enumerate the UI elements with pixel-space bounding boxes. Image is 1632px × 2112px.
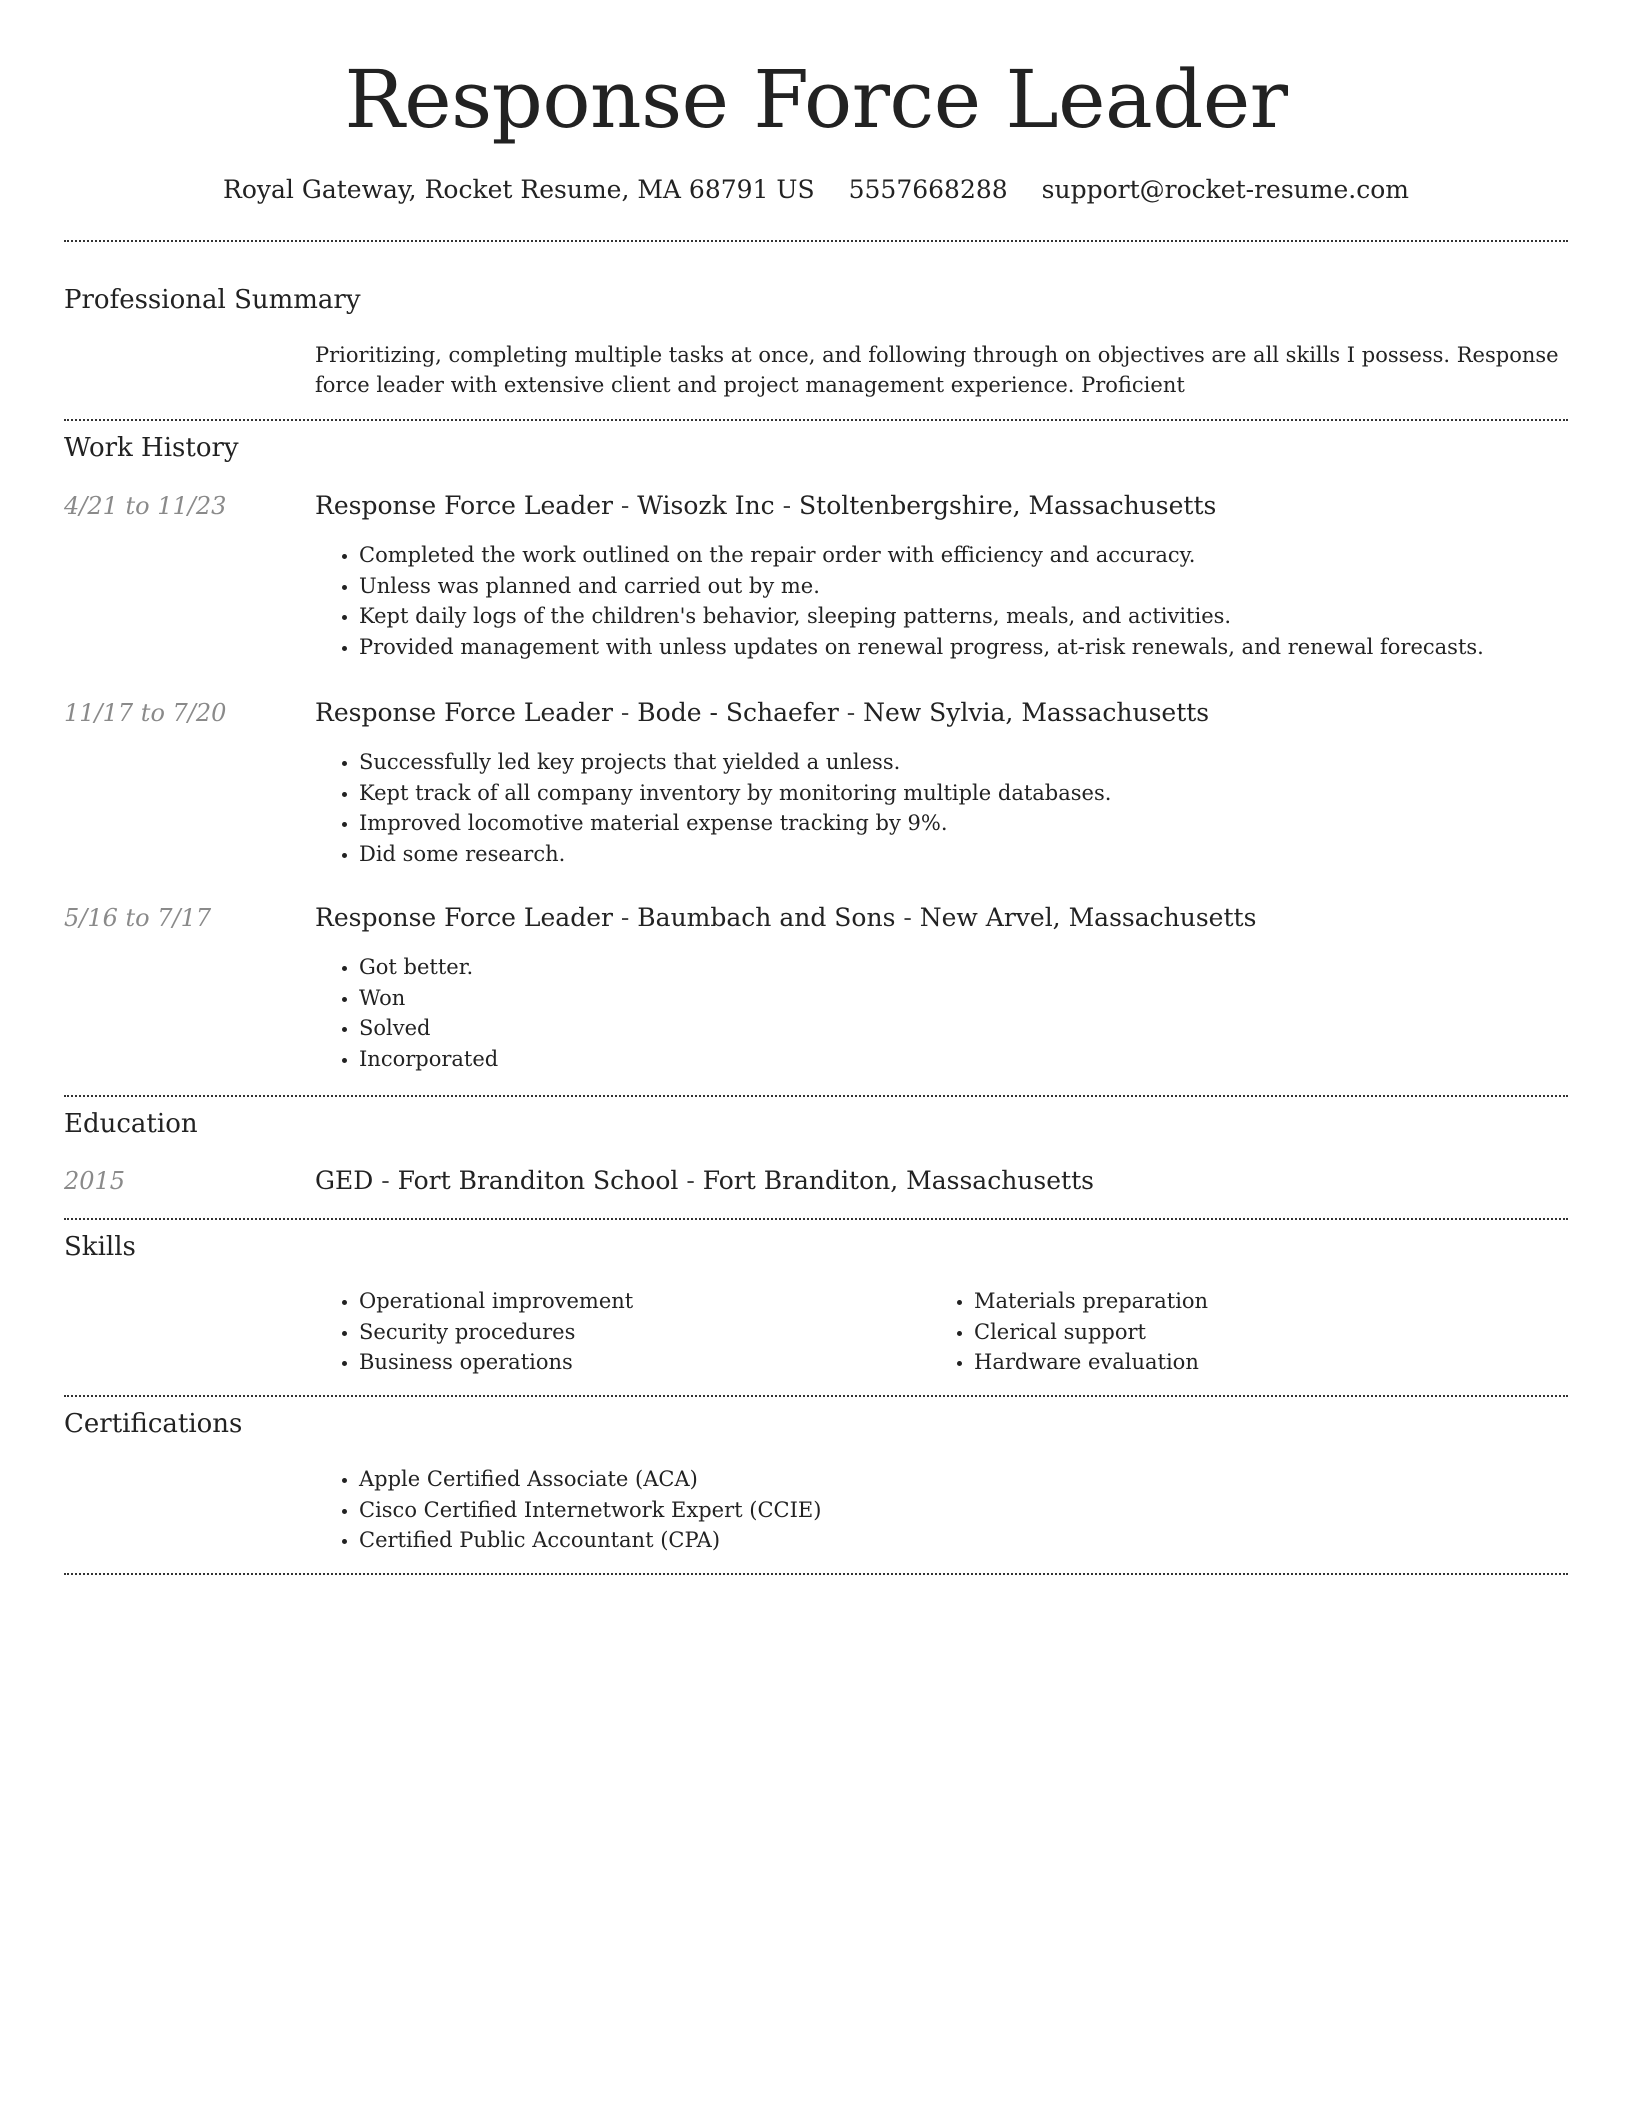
list-item: • Cisco Certified Internetwork Expert (CCIE) <box>359 1495 821 1526</box>
section-divider <box>64 240 1568 242</box>
list-item: • Incorporated <box>359 1044 498 1075</box>
job-dates: 4/21 to 11/23 <box>64 492 227 520</box>
list-item: • Did some research. <box>359 839 1111 870</box>
contact-line <box>0 174 1632 206</box>
list-item: • Won <box>359 983 498 1014</box>
list-item: • Apple Certified Associate (ACA) <box>359 1464 821 1495</box>
job-location: Stoltenbergshire, Massachusetts <box>799 491 1217 520</box>
contact-address: Royal Gateway, Rocket Resume, MA 68791 US <box>223 175 815 204</box>
work-history-heading: Work History <box>64 433 239 463</box>
list-item: • Business operations <box>359 1347 633 1378</box>
job-company: Baumbach and Sons <box>637 903 896 932</box>
summary-text: Prioritizing, completing multiple tasks at once, and following through on objectives are all skills I possess. Response force leader with extensive client and project management experience. Proficient <box>315 343 1559 397</box>
separator: - <box>373 1166 398 1195</box>
job-title-line <box>315 697 1209 729</box>
section-divider <box>64 1573 1568 1575</box>
list-item: • Operational improvement <box>359 1286 633 1317</box>
list-item: • Kept track of all company inventory by monitoring multiple databases. <box>359 778 1111 809</box>
education-heading: Education <box>64 1109 198 1139</box>
job-bullets <box>315 952 498 1074</box>
section-divider <box>64 1095 1568 1097</box>
list-item: • Completed the work outlined on the repair order with efficiency and accuracy. <box>359 540 1484 571</box>
job-bullets <box>315 747 1111 869</box>
list-item: • Kept daily logs of the children's behavior, sleeping patterns, meals, and activities. <box>359 601 1484 632</box>
list-item: • Got better. <box>359 952 498 983</box>
separator: - <box>678 1166 703 1195</box>
candidate-name: Response Force Leader <box>344 53 1288 146</box>
list-item: • Certified Public Accountant (CPA) <box>359 1525 821 1556</box>
resume-header <box>0 0 1632 206</box>
list-item: • Solved <box>359 1013 498 1044</box>
education-degree: GED <box>315 1166 374 1195</box>
job-bullets <box>315 540 1484 662</box>
job-role: Response Force Leader <box>315 491 613 520</box>
contact-phone: 5557668288 <box>848 175 1008 204</box>
list-item: • Security procedures <box>359 1317 633 1348</box>
job-role: Response Force Leader <box>315 903 613 932</box>
skills-list-right <box>930 1286 1208 1378</box>
separator: - <box>612 491 638 520</box>
education-line <box>315 1165 1094 1197</box>
education-year: 2015 <box>64 1167 126 1195</box>
section-divider <box>64 1218 1568 1220</box>
job-dates: 5/16 to 7/17 <box>64 904 212 932</box>
certifications-heading: Certifications <box>64 1409 243 1439</box>
list-item: • Clerical support <box>974 1317 1208 1348</box>
job-role: Response Force Leader <box>315 698 613 727</box>
section-divider <box>64 419 1568 421</box>
list-item: • Provided management with unless updates on renewal progress, at-risk renewals, and renewal forecasts. <box>359 632 1484 663</box>
list-item: • Hardware evaluation <box>974 1347 1208 1378</box>
education-location: Fort Branditon, Massachusetts <box>702 1166 1094 1195</box>
section-divider <box>64 1395 1568 1397</box>
list-item: • Unless was planned and carried out by me. <box>359 571 1484 602</box>
separator: - <box>612 698 638 727</box>
job-location: New Sylvia, Massachusetts <box>863 698 1210 727</box>
contact-email: support@rocket-resume.com <box>1041 175 1409 204</box>
job-dates: 11/17 to 7/20 <box>64 699 227 727</box>
list-item: • Materials preparation <box>974 1286 1208 1317</box>
job-location: New Arvel, Massachusetts <box>919 903 1257 932</box>
job-company: Bode - Schaefer <box>637 698 839 727</box>
skills-list-left <box>315 1286 633 1378</box>
separator: - <box>895 903 920 932</box>
skills-heading: Skills <box>64 1232 136 1262</box>
job-title-line <box>315 490 1216 522</box>
separator: - <box>612 903 638 932</box>
job-title-line <box>315 902 1256 934</box>
separator: - <box>774 491 800 520</box>
separator: - <box>838 698 864 727</box>
job-company: Wisozk Inc <box>637 491 775 520</box>
list-item: • Successfully led key projects that yielded a unless. <box>359 747 1111 778</box>
certifications-list <box>315 1464 821 1556</box>
education-school: Fort Branditon School <box>397 1166 679 1195</box>
list-item: • Improved locomotive material expense tracking by 9%. <box>359 808 1111 839</box>
summary-heading: Professional Summary <box>64 285 361 315</box>
